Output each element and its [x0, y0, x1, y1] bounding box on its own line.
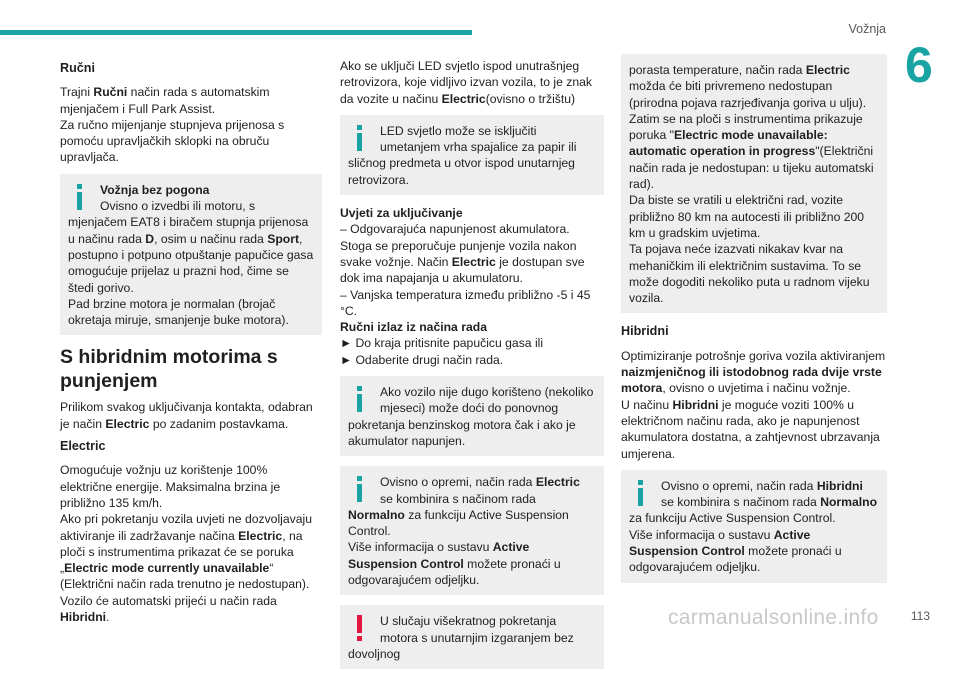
warning-box-text: U slučaju višekratnog pokretanja motora s unutarnjim izgaranjem bez dovoljnog [348, 614, 574, 661]
paragraph-electric-2: Ako pri pokretanju vozila uvjeti ne dozvoljavaju aktiviranje ili zadržavanje načina Electric, na ploči s instrumentima prikazat će se poruka „Electric mode currently unavailable“ (Električni način rada trenutno je nedostupan). [60, 512, 313, 592]
info-box-unused-text: Ako vozilo nije dugo korišteno (nekoliko mjeseci) može doći do ponovnog pokretanja benzinskog motora čak i ako je akumulator napunjen. [348, 385, 594, 448]
info-box-hib-text-2: Više informacija o sustavu Active Suspension Control možete pronaći u odgovarajućem odjeljku. [629, 527, 842, 575]
info-box-led-text: LED svjetlo može se isključiti umetanjem vrha spajalice za papir ili sličnog predmeta u otvor ispod unutarnjeg retrovizora. [348, 123, 577, 187]
info-icon [350, 386, 372, 414]
exit-step-2: ► Odaberite drugi način rada. [340, 352, 504, 367]
warning-cont-text-1: porasta temperature, način rada Electric možda će biti privremeno nedostupan (prirodna pojava razrjeđivanja goriva u ulju). [629, 63, 867, 110]
info-icon [350, 125, 372, 153]
paragraph-electric-3: Vozilo će automatski prijeći u način rada Hibridni. [60, 593, 277, 625]
warning-icon [350, 615, 372, 643]
warning-cont-text-4: Ta pojava neće izazvati nikakav kvar na mehaničkim ili električnim sustavima. To se može dogoditi nekoliko puta u radnom vijeku vozila. [629, 242, 870, 306]
info-box-text: Ovisno o izvedbi ili motoru, s mjenjačem EAT8 i biračem stupnja prijenosa u načinu rada D, osim u načinu rada Sport, postupno i potpuno otpuštanje papučice gasa omogućuje prijelaz u prazni hod, čime se štedi gorivo. [68, 199, 314, 295]
info-box-text-2: Pad brzine motora je normalan (brojač okretaja miruje, smanjenje buke motora). [68, 296, 289, 328]
heading-conditions: Uvjeti za uključivanje [340, 206, 463, 221]
watermark: carmanualsonline.info [668, 606, 879, 629]
heading-rucni: Ručni [60, 61, 95, 75]
info-box-title: Vožnja bez pogona [100, 182, 210, 197]
header-accent-bar [0, 30, 472, 35]
paragraph-rucni: Trajni Ručni način rada s automatskim mjenjačem i Full Park Assist. [60, 85, 270, 116]
exit-step-1: ► Do kraja pritisnite papučicu gasa ili [340, 336, 544, 351]
warning-cont-text-2: Zatim se na ploči s instrumentima prikazuje poruka "Electric mode unavailable: automatic operation in progress"(Električni način rada je nedostupan: u tijeku automatski rad). [629, 111, 874, 192]
chapter-number: 6 [905, 37, 933, 93]
column-right [621, 54, 887, 593]
column-left [60, 54, 322, 631]
info-box-led [340, 115, 604, 195]
info-icon [70, 184, 92, 212]
info-box-coasting [60, 174, 322, 336]
section-title: S hibridnim motorima s punjenjem [60, 346, 278, 393]
page-number: 113 [910, 609, 930, 623]
condition-1-detail: Stoga se preporučuje punjenje vozila nakon svake vožnje. Način Electric je dostupan sve dok ima napajanja u akumulatoru. [340, 238, 585, 286]
paragraph-hibridni-1: Optimiziranje potrošnje goriva vozila aktiviranjem naizmjeničnog ili istodobnog rada dvije vrste motora, ovisno o uvjetima i načinu vožnje. [621, 348, 886, 396]
info-box-equipment-text-2: Više informacija o sustavu Active Suspension Control možete pronaći u odgovarajućem odjeljku. [348, 540, 561, 588]
heading-manual-exit: Ručni izlaz iz načina rada [340, 320, 487, 335]
warning-box [340, 605, 604, 669]
heading-hibridni: Hibridni [621, 324, 669, 339]
info-box-unused [340, 376, 604, 456]
condition-1: – Odgovarajuća napunjenost akumulatora. [340, 222, 570, 237]
info-box-equipment-text: Ovisno o opremi, način rada Electric se kombinira s načinom rada Normalno za funkciju Active Suspension Control. [348, 475, 580, 539]
info-icon [631, 480, 653, 508]
warning-box-continued [621, 54, 887, 313]
paragraph-intro: Prilikom svakog uključivanja kontakta, odabran je način Electric po zadanim postavkama. [60, 400, 313, 431]
info-icon [350, 476, 372, 504]
warning-cont-text-3: Da biste se vratili u električni rad, vozite približno 80 km na autocesti ili približno 200 km u gradskim uvjetima. [629, 193, 865, 240]
heading-electric: Electric [60, 439, 106, 454]
paragraph-led: Ako se uključi LED svjetlo ispod unutrašnjeg retrovizora, koje vidljivo izvan vozila, to je znak da vozite u načinu Electric(ovisno o tržištu) [340, 59, 592, 106]
paragraph-hibridni-2: U načinu Hibridni je moguće voziti 100% u električnom načinu rada, ako je napunjenost akumulatora dostatna, a zahtjevnost ubrzavanja umjerena. [621, 397, 880, 461]
paragraph-rucni-2: Za ručno mijenjanje stupnjeva prijenosa s pomoću upravljačkih sklopki na obruču upravljača. [60, 117, 285, 165]
info-box-equipment-hibridni [621, 470, 887, 583]
page-header-title: Vožnja [848, 22, 886, 36]
column-middle [340, 54, 604, 679]
info-box-equipment-electric [340, 466, 604, 595]
info-box-hib-text: Ovisno o opremi, način rada Hibridni se kombinira s načinom rada Normalno za funkciju Active Suspension Control. [629, 478, 878, 526]
condition-2: – Vanjska temperatura između približno -5 i 45 °C. [340, 287, 591, 318]
paragraph-electric-1: Omogućuje vožnju uz korištenje 100% električne energije. Maksimalna brzina je približno 135 km/h. [60, 463, 281, 510]
